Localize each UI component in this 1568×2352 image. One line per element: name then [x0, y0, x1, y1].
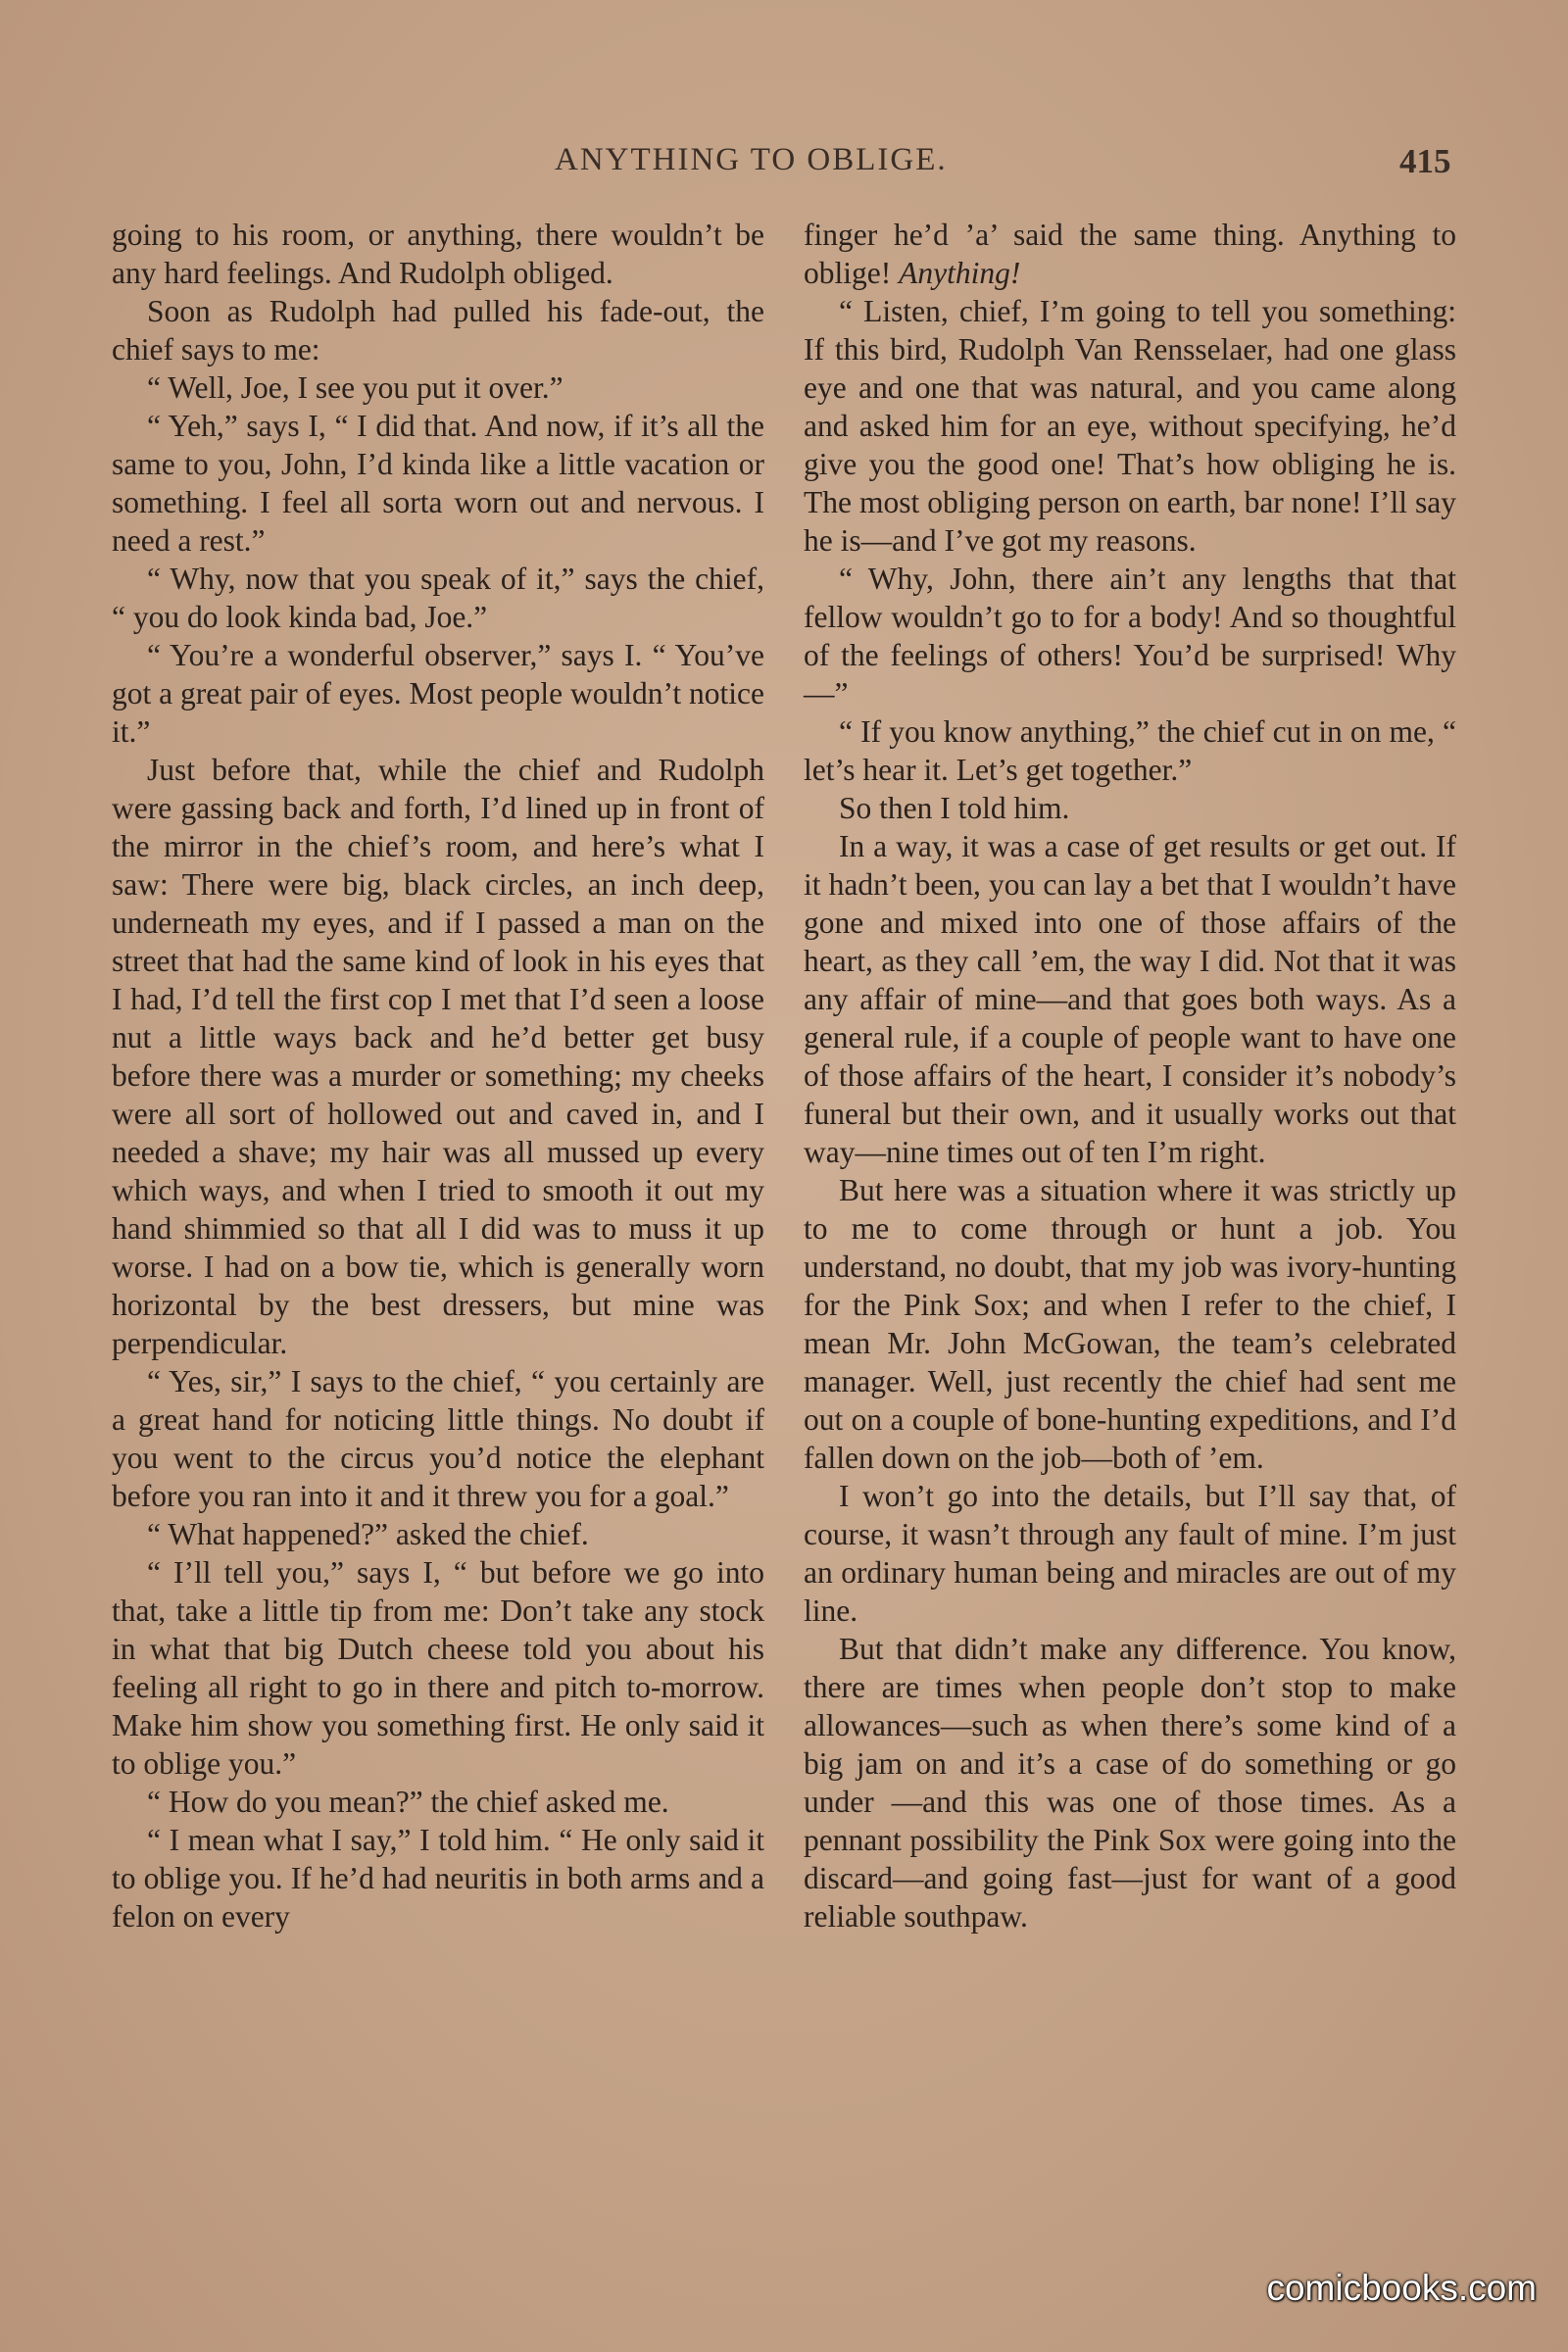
- paragraph: “ Why, John, there ain’t any lengths that that fellow wouldn’t go to for a body! And so thoughtful of the feelings of others! You’d be surprised! Why—”: [804, 562, 1456, 710]
- paragraph: “ I mean what I say,” I told him. “ He only said it to oblige you. If he’d had neuritis in both arms and a felon on every: [112, 1823, 764, 1934]
- paragraph: I won’t go into the details, but I’ll say that, of course, it wasn’t through any fault of mine. I’m just an ordinary human being and miracles are out of my line.: [804, 1479, 1456, 1628]
- watermark: comicbooks.com: [1266, 2268, 1537, 2308]
- paragraph: “ Listen, chief, I’m going to tell you something: If this bird, Rudolph Van Rensselaer, had one glass eye and one that was natural, and you came along and asked him for an eye, without specifying, he’d give you the good one! That’s how obliging he is. The most obliging person on earth, bar none! I’ll say he is—and I’ve got my reasons.: [804, 294, 1456, 558]
- paragraph: “ How do you mean?” the chief asked me.: [147, 1785, 669, 1819]
- right-column: [804, 216, 1456, 1936]
- page-header: [0, 142, 1568, 191]
- paragraph: “ Yes, sir,” I says to the chief, “ you certainly are a great hand for noticing little things. No doubt if you went to the circus you’d notice the elephant before you ran into it and it threw you for a goal.”: [112, 1364, 764, 1513]
- paragraph: [804, 216, 1456, 292]
- italic-emphasis: Anything!: [899, 256, 1021, 290]
- paragraph-text: finger he’d ’a’ said the same thing. Anything to oblige!: [804, 218, 1456, 290]
- paragraph: Soon as Rudolph had pulled his fade-out, the chief says to me:: [112, 294, 764, 367]
- paragraph: In a way, it was a case of get results or get out. If it hadn’t been, you can lay a bet that I wouldn’t have gone and mixed into one of those affairs of the heart, as they call ’em, the way I did. Not that it was any affair of mine—and that goes both ways. As a general rule, if a couple of people want to have one of those affairs of the heart, I consider it’s nobody’s funeral but their own, and it usually works out that way—nine times out of ten I’m right.: [804, 829, 1456, 1169]
- paragraph: So then I told him.: [839, 791, 1070, 825]
- paragraph: But that didn’t make any difference. You know, there are times when people don’t stop to make allowances—such as when there’s some kind of a big jam on and it’s a case of do something or go under —and this was one of those times. As a pennant possibility the Pink Sox were going into the discard—and going fast—just for want of a good reliable southpaw.: [804, 1632, 1456, 1934]
- paragraph: going to his room, or anything, there wouldn’t be any hard feelings. And Rudolph obliged.: [112, 218, 764, 290]
- paragraph: Just before that, while the chief and Rudolph were gassing back and forth, I’d lined up in front of the mirror in the chief’s room, and here’s what I saw: There were big, black circles, an inch deep, underneath my eyes, and if I passed a man on the street that had the same kind of look in his eyes that I had, I’d tell the first cop I met that I’d seen a loose nut a little ways back and he’d better get busy before there was a murder or something; my cheeks were all sort of hollowed out and caved in, and I needed a shave; my hair was all mussed up every which ways, and when I tried to smooth it out my hand shimmied so that all I did was to muss it up worse. I had on a bow tie, which is generally worn horizontal by the best dressers, but mine was perpendicular.: [112, 753, 764, 1360]
- paragraph: But here was a situation where it was strictly up to me to come through or hunt a job. You understand, no doubt, that my job was ivory-hunting for the Pink Sox; and when I refer to the chief, I mean Mr. John McGowan, the team’s celebrated manager. Well, just recently the chief had sent me out on a couple of bone-hunting expeditions, and I’d fallen down on the job—both of ’em.: [804, 1173, 1456, 1475]
- paragraph: “ Well, Joe, I see you put it over.”: [147, 370, 564, 405]
- paragraph: “ Why, now that you speak of it,” says the chief, “ you do look kinda bad, Joe.”: [112, 562, 764, 634]
- left-column: [112, 216, 764, 1936]
- page-number: 415: [1399, 142, 1451, 180]
- paragraph: “ What happened?” asked the chief.: [147, 1517, 589, 1551]
- paragraph: “ Yeh,” says I, “ I did that. And now, if it’s all the same to you, John, I’d kinda like a little vacation or something. I feel all sorta worn out and nervous. I need a rest.”: [112, 409, 764, 558]
- paragraph: “ I’ll tell you,” says I, “ but before we go into that, take a little tip from me: Don’t take any stock in what that big Dutch cheese told you about his feeling all right to go in there and pitch to-morrow. Make him show you something first. He only said it to oblige you.”: [112, 1555, 764, 1781]
- paragraph: “ You’re a wonderful observer,” says I. “ You’ve got a great pair of eyes. Most people wouldn’t notice it.”: [112, 638, 764, 749]
- running-title: ANYTHING TO OBLIGE.: [555, 142, 948, 177]
- paragraph: “ If you know anything,” the chief cut in on me, “ let’s hear it. Let’s get together.”: [804, 714, 1456, 787]
